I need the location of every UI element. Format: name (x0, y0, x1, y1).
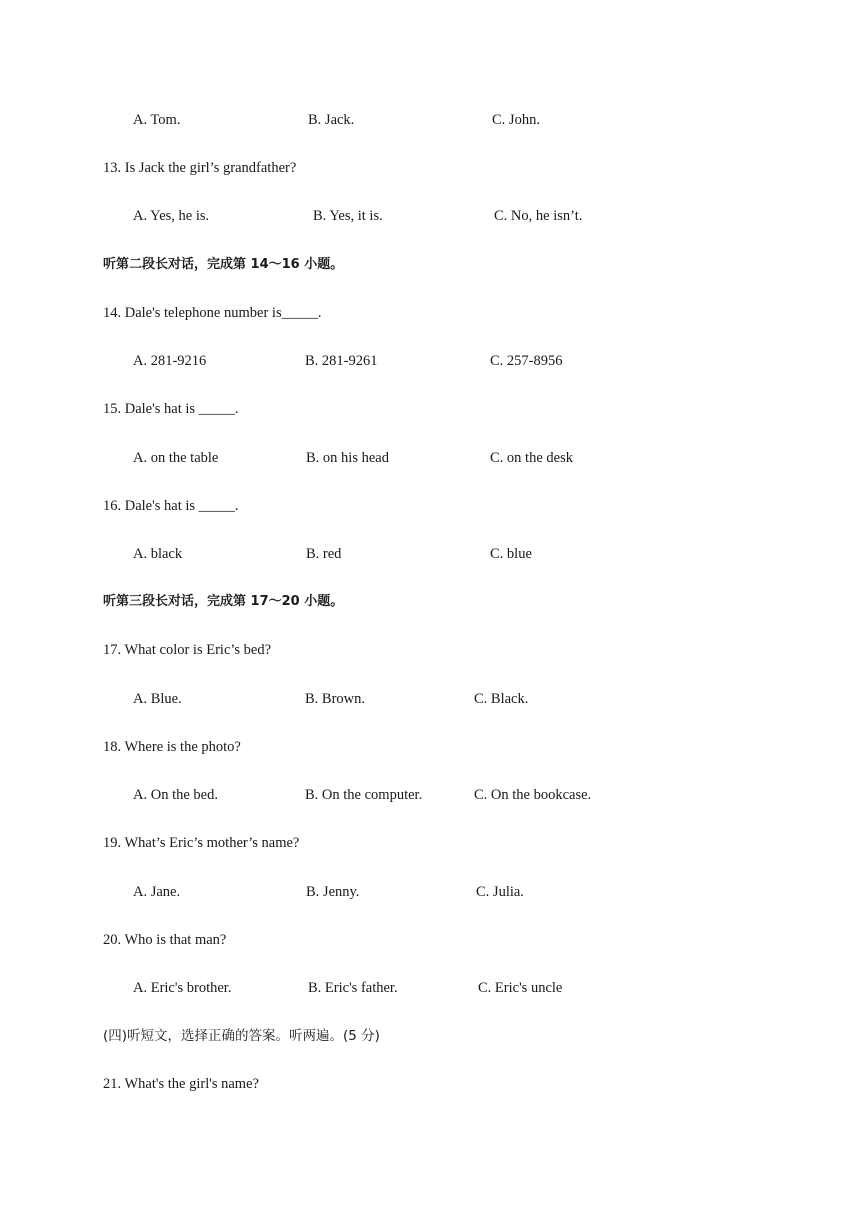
section-heading-3: 听第三段长对话，完成第 17～20 小题。 (103, 594, 344, 609)
option-b: B. Eric's father. (308, 980, 398, 996)
question-15: 15. Dale's hat is _____. (103, 401, 239, 417)
option-b: B. Jenny. (306, 884, 360, 900)
option-a: A. Eric's brother. (133, 980, 232, 996)
option-c: C. John. (492, 112, 540, 128)
question-21: 21. What's the girl's name? (103, 1076, 259, 1092)
section-heading-2: 听第二段长对话，完成第 14～16 小题。 (103, 257, 344, 272)
option-c: C. On the bookcase. (474, 787, 592, 803)
question-14: 14. Dale's telephone number is_____. (103, 305, 322, 321)
option-b: B. Jack. (308, 112, 355, 128)
option-b: B. red (306, 546, 342, 562)
option-c: C. 257-8956 (490, 353, 563, 369)
option-a: A. on the table (133, 450, 219, 466)
option-b: B. Brown. (305, 691, 366, 707)
question-18: 18. Where is the photo? (103, 739, 241, 755)
option-b: B. on his head (306, 450, 389, 466)
option-c: C. blue (490, 546, 532, 562)
option-b: B. On the computer. (305, 787, 423, 803)
option-b: B. Yes, it is. (313, 208, 383, 224)
question-20: 20. Who is that man? (103, 932, 227, 948)
option-c: C. on the desk (490, 450, 573, 466)
option-a: A. Tom. (133, 112, 181, 128)
option-c: C. Julia. (476, 884, 524, 900)
option-a: A. Jane. (133, 884, 181, 900)
option-c: C. No, he isn’t. (494, 208, 583, 224)
option-c: C. Eric's uncle (478, 980, 563, 996)
option-c: C. Black. (474, 691, 529, 707)
question-17: 17. What color is Eric’s bed? (103, 642, 272, 658)
question-19: 19. What’s Eric’s mother’s name? (103, 835, 300, 851)
option-a: A. 281-9216 (133, 353, 207, 369)
part-heading-4: (四)听短文，选择正确的答案。听两遍。(5 分) (103, 1028, 380, 1044)
question-13: 13. Is Jack the girl’s grandfather? (103, 160, 297, 176)
option-a: A. Blue. (133, 691, 182, 707)
option-a: A. On the bed. (133, 787, 218, 803)
option-a: A. Yes, he is. (133, 208, 210, 224)
question-16: 16. Dale's hat is _____. (103, 498, 239, 514)
option-a: A. black (133, 546, 183, 562)
option-b: B. 281-9261 (305, 353, 378, 369)
